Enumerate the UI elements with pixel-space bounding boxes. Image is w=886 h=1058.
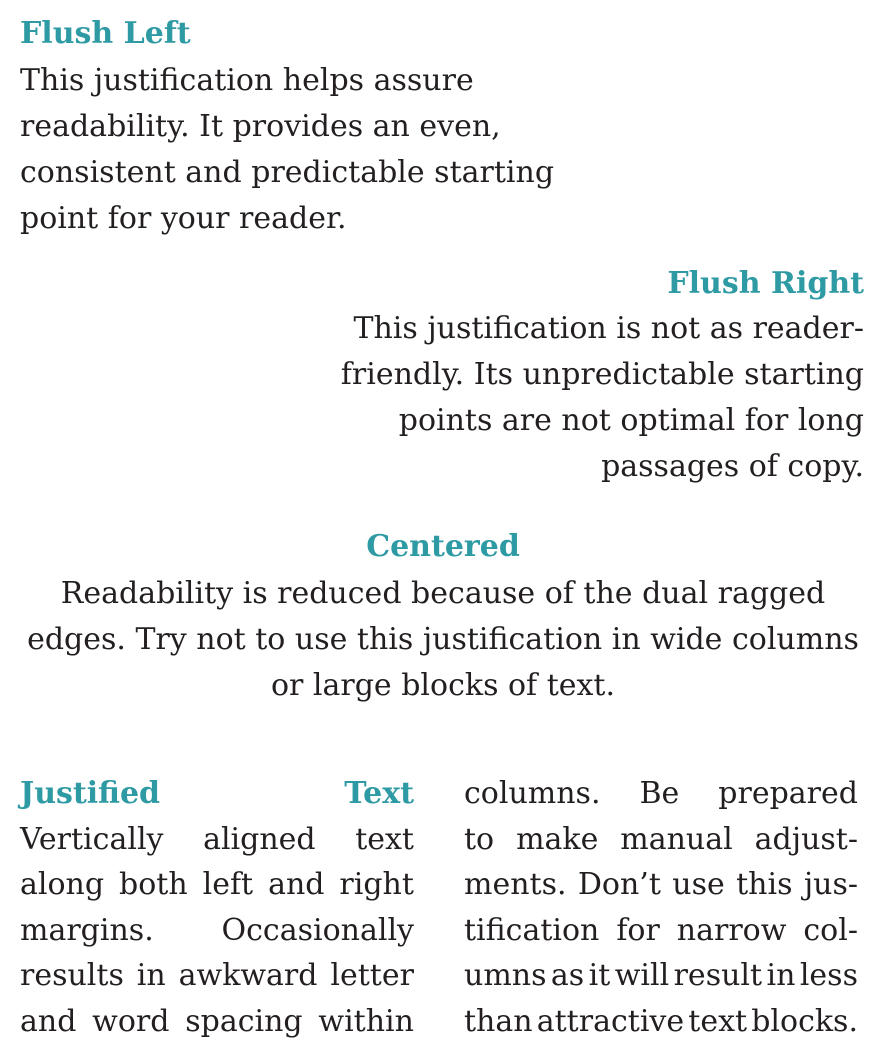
justified-word: word bbox=[92, 1003, 170, 1039]
justified-word: along bbox=[20, 867, 105, 902]
justified-right-column bbox=[464, 771, 858, 1044]
justified-line bbox=[464, 953, 858, 999]
justified-word: tification bbox=[464, 912, 600, 948]
justified-word: as bbox=[550, 958, 585, 993]
justified-heading-word: Text bbox=[344, 776, 414, 811]
flush-left-heading: Flush Left bbox=[20, 16, 191, 51]
justified-word: margins. bbox=[20, 912, 154, 948]
justified-word: in bbox=[766, 958, 796, 993]
flush-left-line: This justification helps assure bbox=[20, 63, 474, 98]
justified-line bbox=[20, 999, 414, 1045]
justified-word: jus- bbox=[803, 867, 858, 902]
flush-left-section bbox=[20, 16, 580, 242]
justified-word: within bbox=[318, 1003, 414, 1039]
justified-word: blocks. bbox=[751, 1003, 858, 1039]
justified-word: attractive bbox=[536, 1003, 685, 1039]
justified-word: Don’t bbox=[577, 867, 661, 902]
justified-word: this bbox=[736, 867, 793, 902]
flush-right-heading: Flush Right bbox=[667, 266, 864, 301]
justified-word: to bbox=[464, 821, 495, 857]
centered-line: edges. Try not to use this justification in wide columns bbox=[27, 622, 859, 657]
justified-line bbox=[464, 771, 858, 817]
justified-word: results bbox=[20, 958, 124, 993]
justified-word: Occasionally bbox=[221, 912, 414, 948]
justified-word: manual bbox=[620, 821, 733, 857]
justified-word: spacing bbox=[185, 1003, 303, 1039]
justified-word: result bbox=[673, 958, 763, 993]
justified-word: make bbox=[516, 821, 599, 857]
justified-word: columns. bbox=[464, 776, 601, 811]
justified-word: adjust- bbox=[754, 821, 858, 857]
justified-word: both bbox=[119, 867, 188, 902]
justified-word: less bbox=[799, 958, 858, 993]
justified-line bbox=[464, 862, 858, 908]
justified-line bbox=[20, 908, 414, 954]
justified-word: umns bbox=[464, 958, 547, 993]
justified-line bbox=[20, 953, 414, 999]
justified-word: will bbox=[614, 958, 670, 993]
justified-word: ments. bbox=[464, 867, 567, 902]
justified-word: aligned bbox=[203, 821, 316, 857]
flush-right-line: passages of copy. bbox=[601, 449, 864, 484]
justified-line bbox=[464, 999, 858, 1045]
justified-word: in bbox=[136, 958, 166, 993]
justified-word: Be bbox=[639, 776, 680, 811]
justified-heading-word: Justified bbox=[20, 776, 161, 811]
centered-line: or large blocks of text. bbox=[270, 668, 616, 703]
justified-word: prepared bbox=[718, 776, 858, 811]
centered-section bbox=[0, 529, 886, 709]
justified-word: right bbox=[339, 867, 414, 902]
centered-heading: Centered bbox=[366, 529, 520, 564]
justified-heading bbox=[20, 771, 414, 817]
justified-word: narrow bbox=[676, 912, 787, 948]
justified-left-column bbox=[20, 771, 414, 1044]
justified-word: and bbox=[268, 867, 325, 902]
justified-word: use bbox=[672, 867, 725, 902]
justified-word: col- bbox=[803, 912, 858, 948]
flush-left-line: readability. It provides an even, bbox=[20, 109, 501, 144]
flush-right-line: This justification is not as reader- bbox=[353, 311, 864, 346]
flush-right-section bbox=[304, 266, 864, 490]
flush-left-line: consistent and predictable starting bbox=[20, 155, 555, 190]
justified-line bbox=[20, 862, 414, 908]
justified-line bbox=[464, 908, 858, 954]
centered-line: Readability is reduced because of the dual ragged bbox=[60, 576, 826, 611]
justified-word: letter bbox=[330, 958, 414, 993]
justified-word: and bbox=[20, 1003, 77, 1039]
flush-left-line: point for your reader. bbox=[20, 201, 347, 236]
flush-right-line: points are not optimal for long bbox=[398, 403, 864, 438]
justified-line bbox=[464, 817, 858, 863]
flush-right-line: friendly. Its unpredictable starting bbox=[340, 357, 864, 392]
justified-word: it bbox=[588, 958, 611, 993]
justified-word: text bbox=[355, 821, 414, 857]
justified-word: awkward bbox=[178, 958, 318, 993]
justified-line bbox=[20, 817, 414, 863]
justified-word: for bbox=[616, 912, 660, 948]
justified-word: text bbox=[688, 1003, 748, 1039]
justified-word: than bbox=[464, 1003, 533, 1039]
justified-word: Vertically bbox=[20, 821, 164, 857]
justified-word: left bbox=[202, 867, 254, 902]
